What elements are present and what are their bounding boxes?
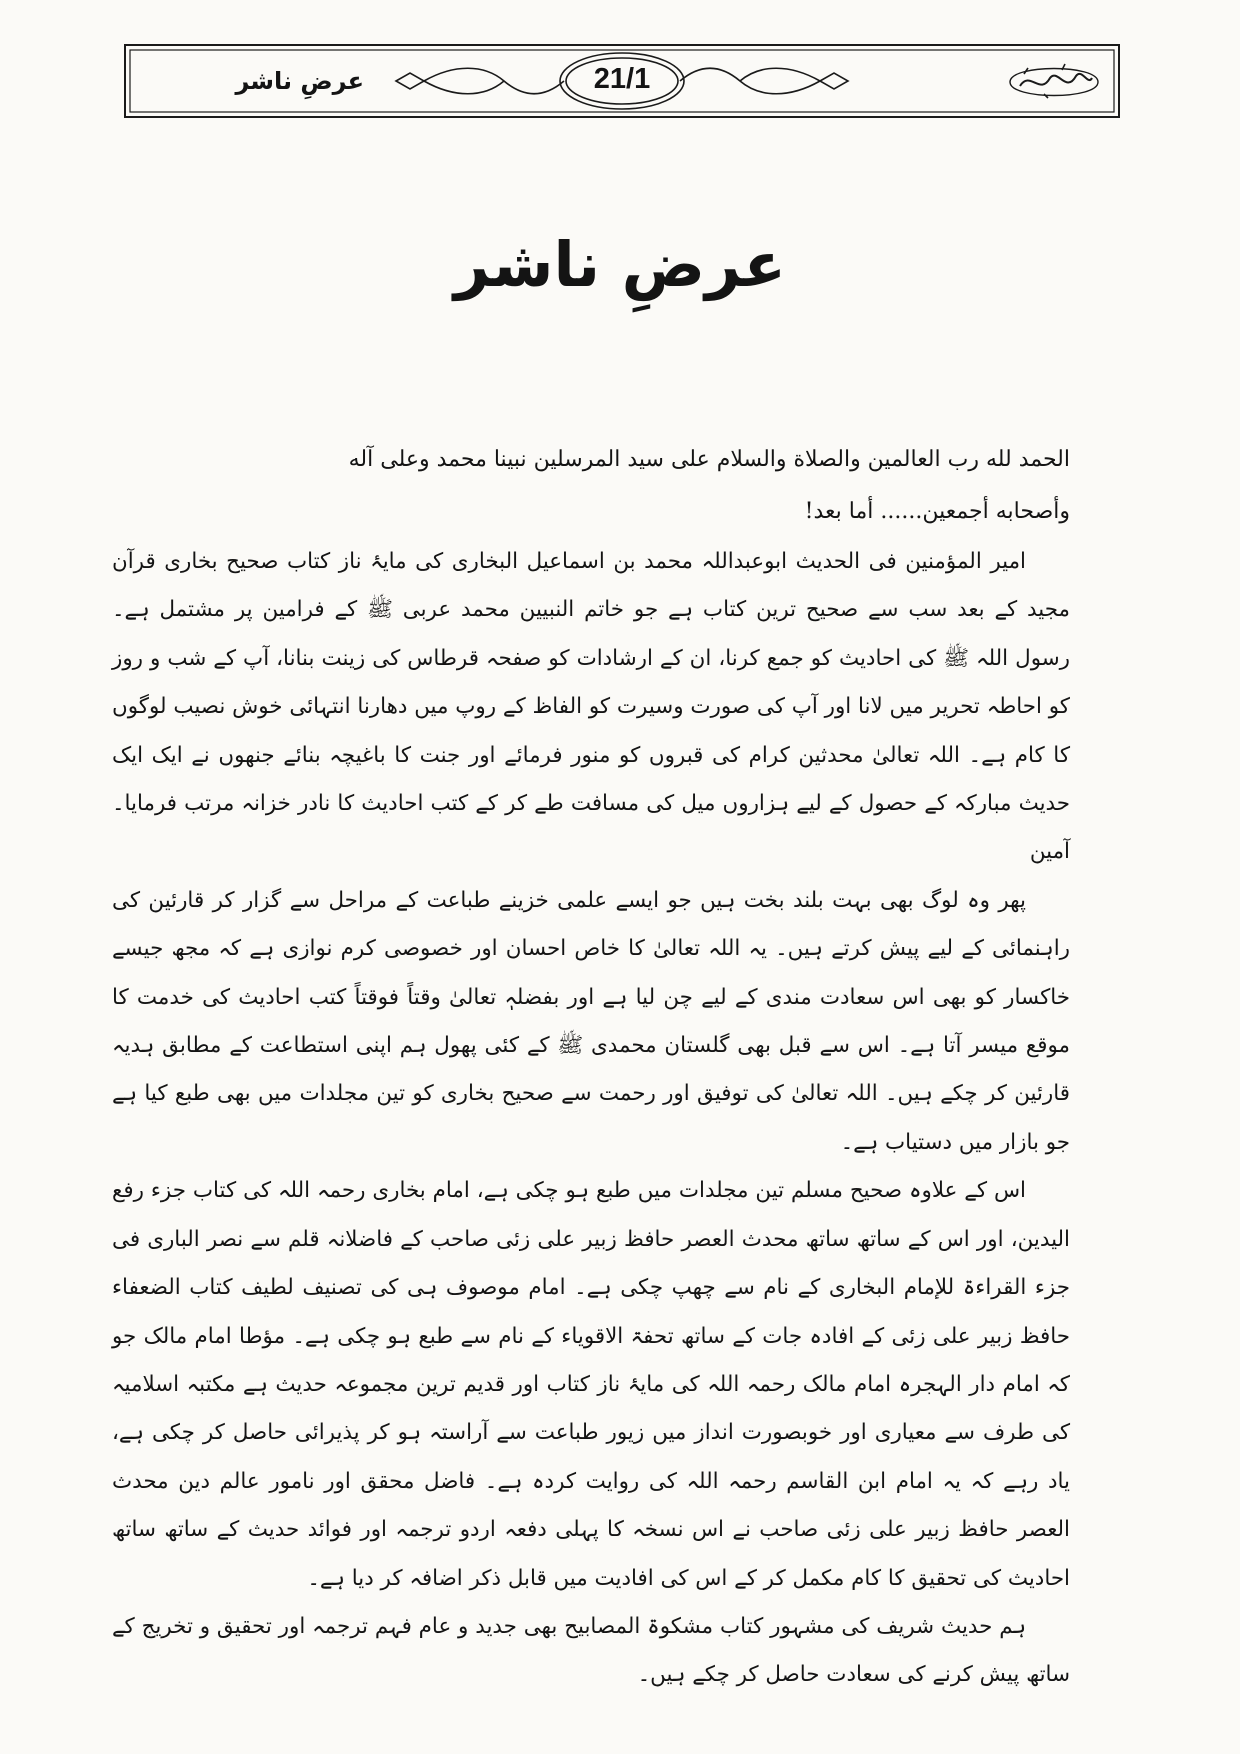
paragraph: ہم حدیث شریف کی مشہور کتاب مشکوۃ المصابیح بھی جدید و عام فہم ترجمہ اور تحقیق و تخریج کے ساتھ پیش کرنے کی سعادت حاصل کر چکے ہیں۔ [112, 1613, 1070, 1688]
page-header [124, 44, 1120, 118]
paragraph: پھر وہ لوگ بھی بہت بلند بخت ہیں جو ایسے علمی خزینے طباعت کے مراحل سے گزار کر قارئین کی راہنمائی کے لیے پیش کرتے ہیں۔ یہ اللہ تعالیٰ کا خاص احسان اور خصوصی کرم نوازی ہے کہ مجھ جیسے خاکسار کو بھی اس سعادت مندی کے لیے چن لیا ہے اور بفضلہٖ تعالیٰ وقتاً فوقتاً کتب احادیث کی خدمت کا موقع میسر آتا ہے۔ اس سے قبل بھی گلستان محمدی ﷺ کے کئی پھول ہم اپنی استطاعت کے مطابق ہدیہ قارئین کر چکے ہیں۔ اللہ تعالیٰ کی توفیق اور رحمت سے صحیح بخاری کو تین مجلدات میں بھی طبع کیا ہے جو بازار میں دستیاب ہے۔ [112, 887, 1070, 1155]
running-title: عرضِ ناشر [235, 67, 364, 95]
paragraph: امیر المؤمنین فی الحدیث ابوعبداللہ محمد بن اسماعیل البخاری کی مایۂ ناز کتاب صحیح بخاری قرآن مجید کے بعد سب سے صحیح ترین کتاب ہے جو خاتم النبیین محمد عربی ﷺ کے فرامین پر مشتمل ہے۔ رسول اللہ ﷺ کی احادیث کو جمع کرنا، ان کے ارشادات کو صفحہ قرطاس کی زینت بنانا، آپ کے شب و روز کو احاطہ تحریر میں لانا اور آپ کی صورت وسیرت کو الفاظ کے روپ میں دھارنا انتہائی خوش نصیب لوگوں کا کام ہے۔ اللہ تعالیٰ محدثین کرام کی قبروں کو منور فرمائے اور جنت کا باغیچہ بنائے جنھوں نے ایک ایک حدیث مبارکہ کے حصول کے لیے ہزاروں میل کی مسافت طے کر کے کتب احادیث کا نادر خزانہ مرتب فرمایا۔ آمین [112, 549, 1070, 865]
page-title: عرضِ ناشر [453, 228, 786, 301]
arabic-opening-line-1: الحمد لله رب العالمين والصلاة والسلام على سيد المرسلين نبينا محمد وعلى آله [348, 447, 1070, 472]
body-text [112, 434, 1070, 1700]
paragraph: اس کے علاوہ صحیح مسلم تین مجلدات میں طبع ہو چکی ہے، امام بخاری رحمہ اللہ کی کتاب جزء رفع الیدین، اور اس کے ساتھ ساتھ محدث العصر حافظ زبیر علی زئی صاحب کے فاضلانہ قلم سے نصر الباری فی جزء القراءۃ للإمام البخاری کے نام سے چھپ چکی ہے۔ امام موصوف ہی کی تصنیف لطیف کتاب الضعفاء حافظ زبیر علی زئی کے افادہ جات کے ساتھ تحفۃ الاقویاء کے نام سے طبع ہو چکی ہے۔ مؤطا امام مالک جو کہ امام دار الہجرہ امام مالک رحمہ اللہ کی مایۂ ناز کتاب اور قدیم ترین مجموعہ حدیث ہے مکتبہ اسلامیہ کی طرف سے معیاری اور خوبصورت انداز میں زیور طباعت سے آراستہ ہو کر پذیرائی حاصل کر چکی ہے، یاد رہے کہ یہ امام ابن القاسم رحمہ اللہ کی روایت کردہ ہے۔ فاضل محقق اور نامور عالم دین محدث العصر حافظ زبیر علی زئی صاحب نے اس نسخہ کا پہلی دفعہ اردو ترجمہ اور فوائد حدیث کے ساتھ ساتھ احادیث کی تحقیق کا کام مکمل کر کے اس کی افادیت میں قابل ذکر اضافہ کر دیا ہے۔ [112, 1178, 1070, 1591]
book-title-logo [1004, 56, 1104, 108]
page-number: 21/1 [593, 63, 651, 95]
arabic-opening-line-2: وأصحابه أجمعين...... أما بعد! [804, 499, 1070, 524]
